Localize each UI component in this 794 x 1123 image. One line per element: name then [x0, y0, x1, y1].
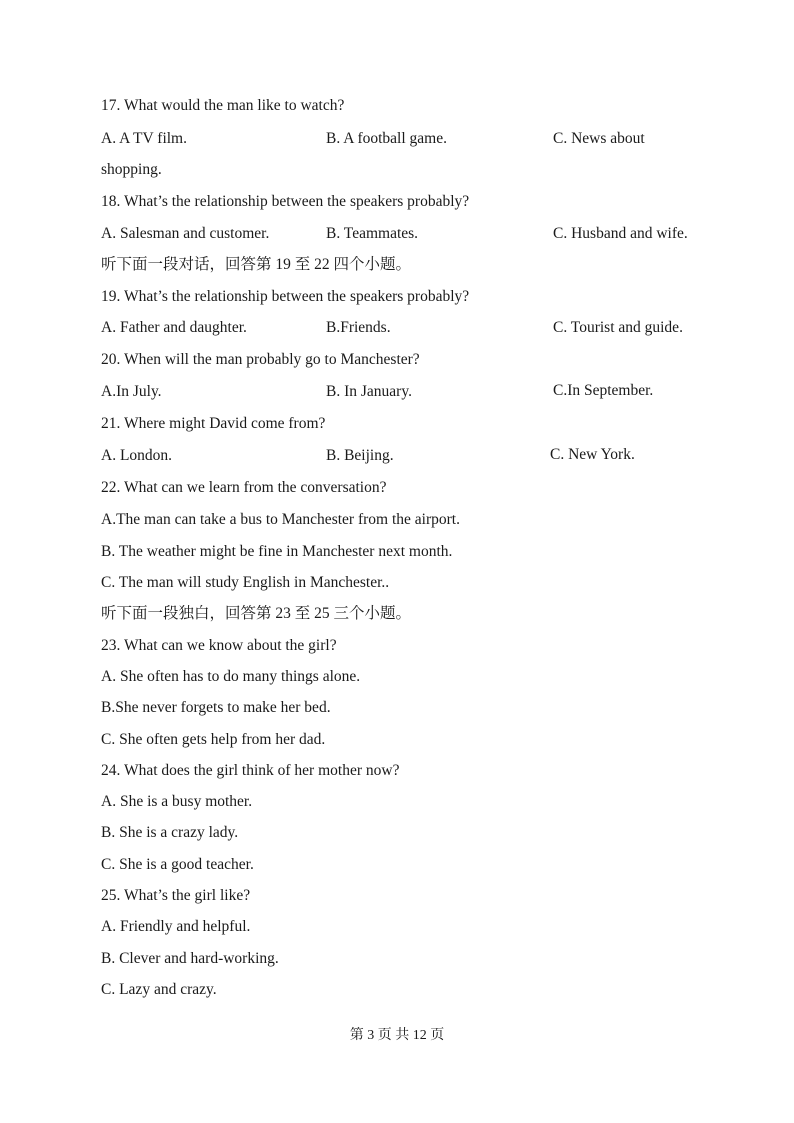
q23-option-b: B.She never forgets to make her bed.	[101, 699, 331, 716]
q18-option-c: C. Husband and wife.	[553, 225, 688, 242]
q20-option-b: B. In January.	[326, 383, 412, 400]
q22-option-a: A.The man can take a bus to Manchester from the airport.	[101, 511, 460, 528]
q17-option-b: B. A football game.	[326, 130, 447, 147]
q22-option-c: C. The man will study English in Manchester..	[101, 574, 390, 591]
page-footer: 第 3 页 共 12 页	[349, 1028, 445, 1043]
question-19: 19. What’s the relationship between the speakers probably?	[101, 288, 470, 305]
q18-option-b: B. Teammates.	[326, 225, 419, 242]
question-18: 18. What’s the relationship between the speakers probably?	[101, 193, 470, 210]
question-23: 23. What can we know about the girl?	[101, 637, 337, 654]
q19-option-a: A. Father and daughter.	[101, 319, 247, 336]
q21-option-b: B. Beijing.	[326, 447, 394, 464]
q22-option-b: B. The weather might be fine in Manchester next month.	[101, 543, 453, 560]
question-24: 24. What does the girl think of her mother now?	[101, 762, 400, 779]
instruction-23-25: 听下面一段独白，回答第 23 至 25 三个小题。	[101, 605, 412, 622]
q18-option-a: A. Salesman and customer.	[101, 225, 270, 242]
q17-option-c: C. News about	[553, 130, 645, 147]
q17-option-c-continued: shopping.	[101, 161, 162, 178]
q19-option-b: B.Friends.	[326, 319, 391, 336]
q25-option-b: B. Clever and hard-working.	[101, 950, 279, 967]
q24-option-b: B. She is a crazy lady.	[101, 824, 239, 841]
q17-option-a: A. A TV film.	[101, 130, 187, 147]
q20-option-a: A.In July.	[101, 383, 162, 400]
q25-option-c: C. Lazy and crazy.	[101, 981, 217, 998]
q21-option-a: A. London.	[101, 447, 173, 464]
q21-option-c: C. New York.	[550, 446, 635, 463]
instruction-19-22: 听下面一段对话，回答第 19 至 22 四个小题。	[101, 256, 412, 273]
question-17: 17. What would the man like to watch?	[101, 97, 345, 114]
question-20: 20. When will the man probably go to Manchester?	[101, 351, 420, 368]
question-22: 22. What can we learn from the conversation?	[101, 479, 387, 496]
question-21: 21. Where might David come from?	[101, 415, 326, 432]
q20-option-c: C.In September.	[553, 382, 654, 399]
question-25: 25. What’s the girl like?	[101, 887, 251, 904]
q24-option-c: C. She is a good teacher.	[101, 856, 254, 873]
q19-option-c: C. Tourist and guide.	[553, 319, 683, 336]
q23-option-a: A. She often has to do many things alone.	[101, 668, 361, 685]
q24-option-a: A. She is a busy mother.	[101, 793, 253, 810]
q23-option-c: C. She often gets help from her dad.	[101, 731, 326, 748]
q25-option-a: A. Friendly and helpful.	[101, 918, 251, 935]
